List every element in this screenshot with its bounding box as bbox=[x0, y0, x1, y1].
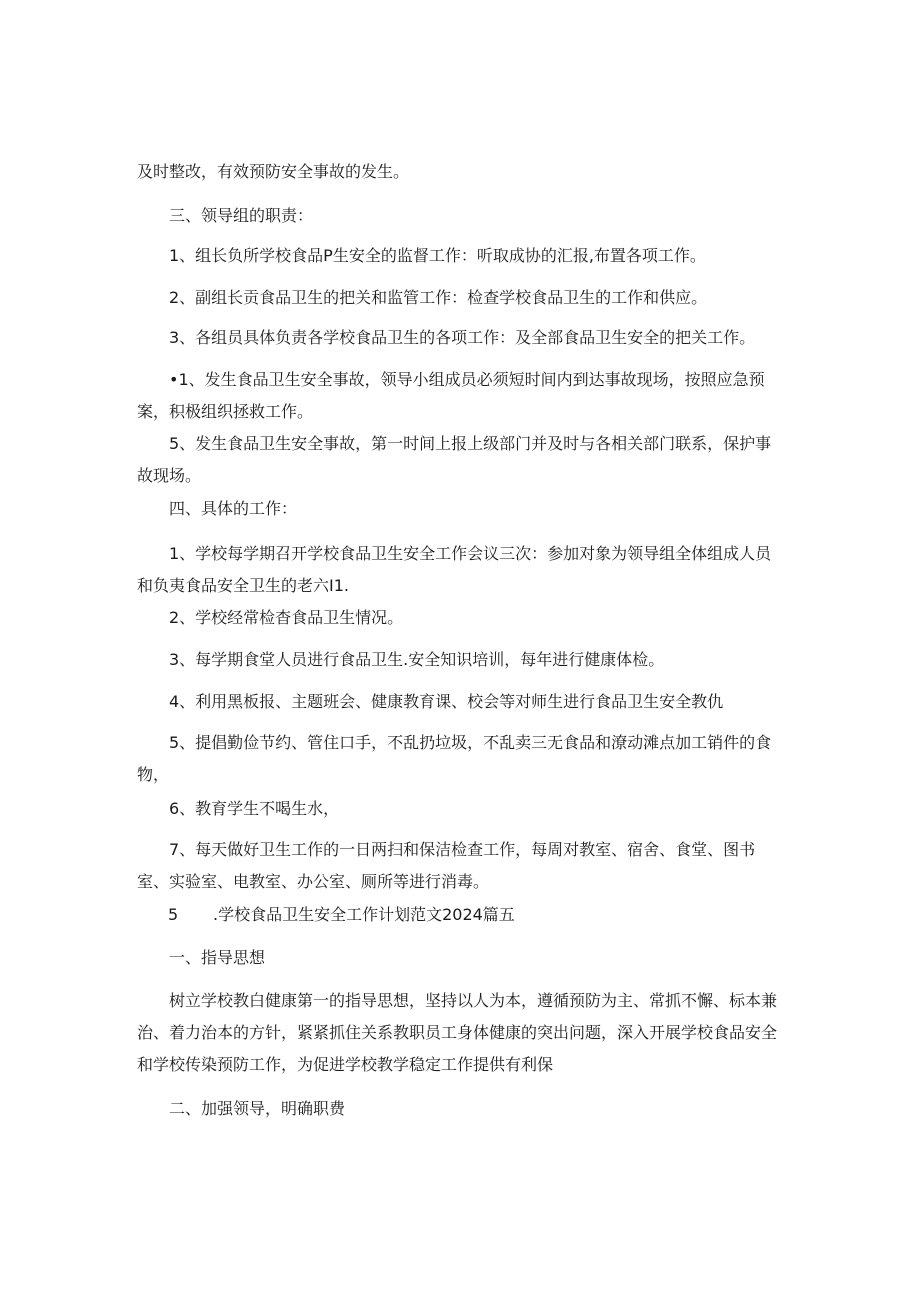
paragraph: 3、各组员具体负责各学校食品卫生的各项工作：及全部食品卫生安全的把关工作。 bbox=[169, 328, 756, 347]
paragraph: 及时整改，有效预防安全事故的发生。 bbox=[137, 162, 410, 181]
paragraph: 树立学校教白健康第一的指导思想，坚持以人为本，遵循预防为主、常抓不懈、标本兼治、着力治本的方针，紧紧抓住关系教职员工身体健康的突出问题，深入开展学校食品安全和学校传染预防工作，为促进学校教学稳定工作提供有利保 bbox=[137, 991, 778, 1074]
paragraph: •1、发生食品卫生安全事故，领导小组成员必须短时间内到达事故现场，按照应急预案，积极组织拯救工作。 bbox=[137, 370, 765, 421]
paragraph: 3、每学期食堂人员进行食品卫生.安全知识培训，每年进行健康体检。 bbox=[169, 650, 665, 669]
section-heading: 四、具体的工作： bbox=[169, 499, 298, 518]
section-title-number: 5 bbox=[168, 905, 179, 924]
paragraph: 5、发生食品卫生安全事故，第一时间上报上级部门并及时与各相关部门联系，保护事故现场。 bbox=[137, 434, 772, 485]
paragraph: 2、副组长贡食品卫生的把关和监管工作：检查学校食品卫生的工作和供应。 bbox=[169, 288, 708, 307]
paragraph: 1、学校每学期召开学校食品卫生安全工作会议三次：参加对象为领导组全体组成人员和负夷食品安全卫生的老六I1. bbox=[137, 544, 772, 595]
paragraph: 4、利用黑板报、主题班会、健康教育课、校会等对师生进行食品卫生安全教仇 bbox=[169, 692, 724, 711]
paragraph: 1、组长负所学校食品P生安全的监督工作：听取成协的汇报,布置各项工作。 bbox=[169, 246, 706, 265]
section-heading: 三、领导组的职责： bbox=[169, 206, 314, 225]
paragraph: 7、每天做好卫生工作的一日两扫和保洁检查工作，每周对教室、宿舍、食堂、图书室、实验室、电教室、办公室、厕所等进行消毒。 bbox=[137, 840, 756, 891]
section-title bbox=[0, 899, 920, 931]
section-heading: 二、加强领导，明确职费 bbox=[169, 1099, 346, 1118]
section-heading: 一、指导思想 bbox=[169, 948, 266, 967]
paragraph: 2、学校经常检杳食品卫生情况。 bbox=[169, 608, 404, 627]
section-title-text: .学校食品卫生安全工作计划范文2024篇五 bbox=[213, 905, 515, 924]
paragraph: 6、教育学生不喝生水， bbox=[169, 799, 340, 818]
paragraph: 5、提倡勤俭节约、管住口手，不乱扔垃圾，不乱卖三无食品和潦动滩点加工销件的食物， bbox=[137, 733, 772, 784]
